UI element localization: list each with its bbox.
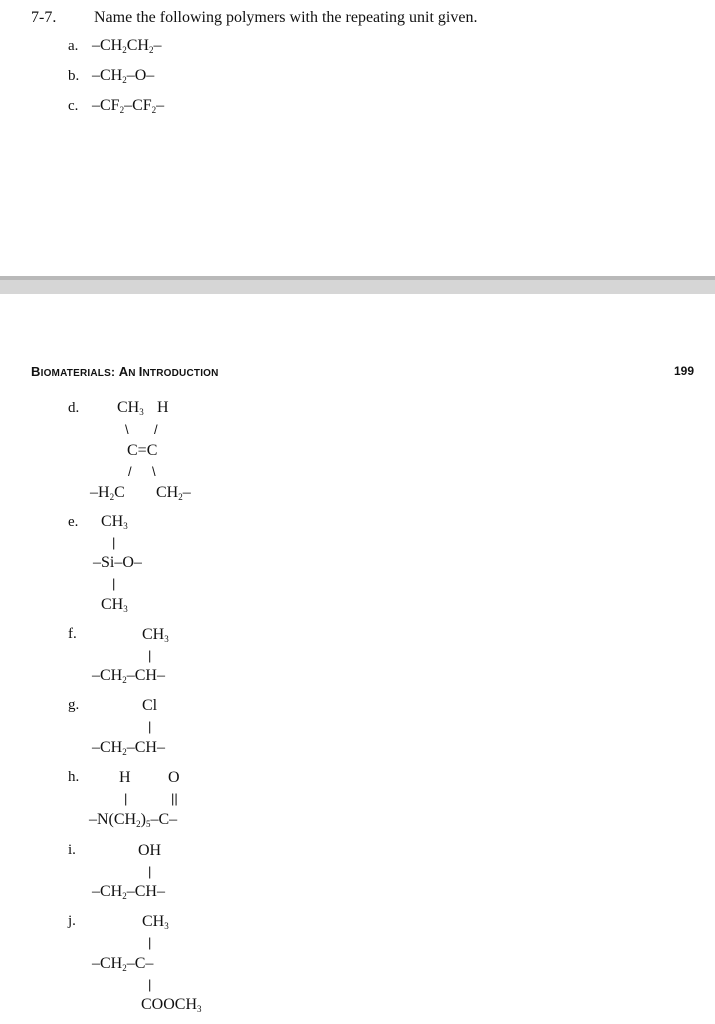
item-d-top-h: H (157, 399, 169, 416)
item-d-bond2-right: \ (152, 464, 156, 479)
item-c-label: c. (68, 98, 79, 114)
item-i-label: i. (68, 842, 76, 858)
item-j-bottom: $COOCH_3$ (141, 996, 202, 1014)
item-j-top: $CH_3$ (142, 913, 169, 931)
item-a-formula: $-CH_2CH_2-$ (92, 37, 162, 55)
item-f-label: f. (68, 626, 77, 642)
item-d-bottom-right: $CH_2-$ (156, 484, 191, 502)
item-i-top: OH (138, 842, 162, 859)
item-d-bottom-left: $-H_2C$ (90, 484, 125, 502)
item-h-bond-double: || (171, 791, 178, 806)
item-d-label: d. (68, 400, 80, 416)
item-d-bond2-left: / (128, 464, 132, 479)
item-e-top: $CH_3$ (101, 513, 128, 531)
item-j-chain: $-CH_2-C-$ (92, 955, 154, 973)
problem-prompt: Name the following polymers with the repeating unit given. (94, 9, 478, 26)
item-d-bond-left: \ (125, 422, 129, 437)
item-g-chain: $-CH_2-CH-$ (92, 739, 165, 757)
item-f-top: $CH_3$ (142, 626, 169, 644)
item-i-chain: $-CH_2-CH-$ (92, 883, 165, 901)
item-g-top: Cl (142, 697, 158, 714)
item-e-bond2: | (112, 576, 116, 591)
page-separator-edge (0, 276, 715, 280)
item-b-label: b. (68, 68, 80, 84)
item-a-label: a. (68, 38, 79, 54)
item-d-bond-right: / (154, 422, 158, 437)
item-h-bond-single: | (124, 791, 128, 806)
item-j-label: j. (68, 913, 76, 929)
item-d-top-ch: $CH_3$ (117, 399, 144, 417)
item-h-top-h: H (119, 769, 131, 786)
item-j-bond: | (148, 935, 152, 950)
item-g-bond: | (148, 719, 152, 734)
item-c-formula: $-CF_2-CF_2-$ (92, 97, 165, 115)
running-header-title: BIOMATERIALS: AN INTRODUCTION (31, 364, 219, 379)
item-b-formula: $-CH_2-O-$ (92, 67, 155, 85)
item-h-top-o: O (168, 769, 180, 786)
page-number: 199 (674, 364, 695, 378)
problem-number: 7-7. (31, 9, 57, 26)
item-d-center: C=C (127, 442, 158, 459)
item-e-middle: –Si–O– (93, 554, 142, 571)
item-e-label: e. (68, 514, 79, 530)
item-i-bond: | (148, 864, 152, 879)
item-e-bottom: $CH_3$ (101, 596, 128, 614)
item-e-bond: | (112, 535, 116, 550)
item-j-bond2: | (148, 977, 152, 992)
item-h-label: h. (68, 769, 80, 785)
item-f-bond: | (148, 648, 152, 663)
item-h-chain: $-N(CH_2)_5-C-$ (89, 811, 178, 829)
item-f-chain: $-CH_2-CH-$ (92, 667, 165, 685)
item-g-label: g. (68, 697, 80, 713)
